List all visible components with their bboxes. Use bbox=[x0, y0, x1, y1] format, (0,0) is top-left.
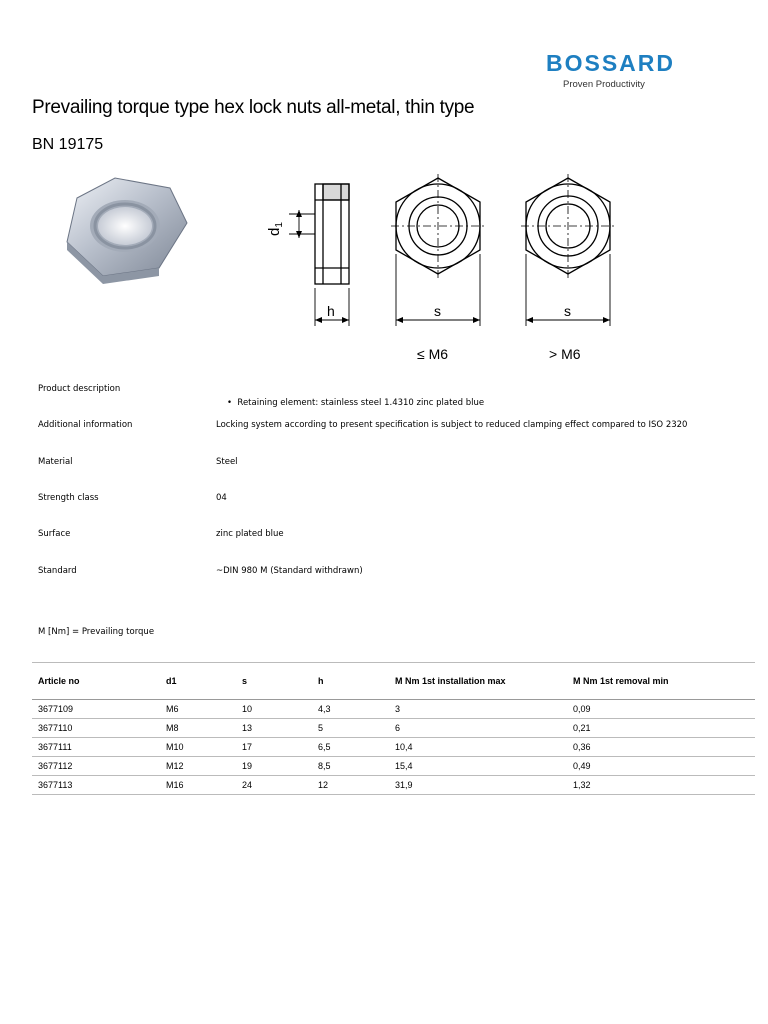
bossard-logo bbox=[546, 50, 686, 94]
col-header-removal-torque: M Nm 1st removal min bbox=[573, 676, 669, 686]
prop-value: zinc plated blue bbox=[216, 529, 284, 539]
cell-h: 6,5 bbox=[318, 742, 331, 752]
technical-drawing bbox=[255, 170, 625, 370]
col-header-article-no: Article no bbox=[38, 676, 80, 686]
cell-s: 10 bbox=[242, 704, 253, 714]
caption-gt-m6: > M6 bbox=[549, 346, 581, 362]
product-code: BN 19175 bbox=[32, 136, 104, 153]
cell-s: 17 bbox=[242, 742, 253, 752]
prop-label: Strength class bbox=[38, 493, 99, 503]
table-row bbox=[32, 757, 755, 776]
prop-standard bbox=[38, 566, 758, 580]
prop-additional-information bbox=[38, 420, 758, 434]
prop-label: Material bbox=[38, 457, 73, 467]
prop-value: ~DIN 980 M (Standard withdrawn) bbox=[216, 566, 363, 576]
cell-d1: M6 bbox=[166, 704, 179, 714]
bullet-item: • Retaining element: stainless steel 1.4310 zinc plated blue bbox=[227, 398, 485, 408]
cell-article-no: 3677110 bbox=[38, 723, 73, 733]
prop-surface bbox=[38, 529, 758, 543]
cell-installation-torque: 15,4 bbox=[395, 761, 413, 771]
prop-value: Locking system according to present specification is subject to reduced clamping effect compared to ISO 2320 bbox=[216, 420, 688, 430]
label-s-right: s bbox=[564, 303, 571, 319]
logo-tagline: Proven Productivity bbox=[563, 79, 645, 90]
cell-installation-torque: 10,4 bbox=[395, 742, 413, 752]
col-header-s: s bbox=[242, 676, 248, 686]
table-row bbox=[32, 776, 755, 795]
label-d1: $d_1$ bbox=[266, 222, 285, 236]
article-table bbox=[32, 662, 755, 795]
table-row bbox=[32, 738, 755, 757]
table-header bbox=[32, 662, 755, 700]
cell-h: 5 bbox=[318, 723, 324, 733]
cell-s: 19 bbox=[242, 761, 253, 771]
label-s-left: s bbox=[434, 303, 441, 319]
prop-material bbox=[38, 457, 758, 471]
product-photo bbox=[55, 168, 195, 288]
cell-h: 12 bbox=[318, 780, 329, 790]
cell-d1: M16 bbox=[166, 780, 184, 790]
table-row bbox=[32, 700, 755, 719]
cell-article-no: 3677111 bbox=[38, 742, 72, 752]
cell-d1: M12 bbox=[166, 761, 184, 771]
label-h: h bbox=[327, 303, 335, 319]
cell-s: 24 bbox=[242, 780, 253, 790]
cell-article-no: 3677112 bbox=[38, 761, 73, 771]
table-row bbox=[32, 719, 755, 738]
cell-removal-torque: 0,36 bbox=[573, 742, 591, 752]
prop-label: Standard bbox=[38, 566, 77, 576]
cell-article-no: 3677113 bbox=[38, 780, 73, 790]
prop-product-description bbox=[38, 384, 758, 408]
prop-label: Surface bbox=[38, 529, 71, 539]
prop-strength-class bbox=[38, 493, 758, 507]
col-header-h: h bbox=[318, 676, 324, 686]
cell-removal-torque: 1,32 bbox=[573, 780, 591, 790]
torque-note: M [Nm] = Prevailing torque bbox=[38, 627, 155, 637]
page-title: Prevailing torque type hex lock nuts all-metal, thin type bbox=[32, 97, 475, 118]
cell-installation-torque: 31,9 bbox=[395, 780, 413, 790]
cell-d1: M10 bbox=[166, 742, 184, 752]
prop-label: Additional information bbox=[38, 420, 133, 430]
prop-label: Product description bbox=[38, 384, 121, 394]
col-header-installation-torque: M Nm 1st installation max bbox=[395, 676, 506, 686]
cell-d1: M8 bbox=[166, 723, 179, 733]
cell-s: 13 bbox=[242, 723, 253, 733]
cell-installation-torque: 3 bbox=[395, 704, 401, 714]
cell-h: 4,3 bbox=[318, 704, 331, 714]
logo-wordmark: BOSSARD bbox=[546, 50, 676, 76]
caption-le-m6: ≤ M6 bbox=[417, 346, 449, 362]
col-header-d1: d1 bbox=[166, 676, 177, 686]
cell-h: 8,5 bbox=[318, 761, 331, 771]
cell-article-no: 3677109 bbox=[38, 704, 74, 714]
prop-value: 04 bbox=[216, 493, 227, 503]
cell-installation-torque: 6 bbox=[395, 723, 401, 733]
prop-value: Steel bbox=[216, 457, 238, 467]
cell-removal-torque: 0,49 bbox=[573, 761, 591, 771]
cell-removal-torque: 0,09 bbox=[573, 704, 591, 714]
cell-removal-torque: 0,21 bbox=[573, 723, 591, 733]
